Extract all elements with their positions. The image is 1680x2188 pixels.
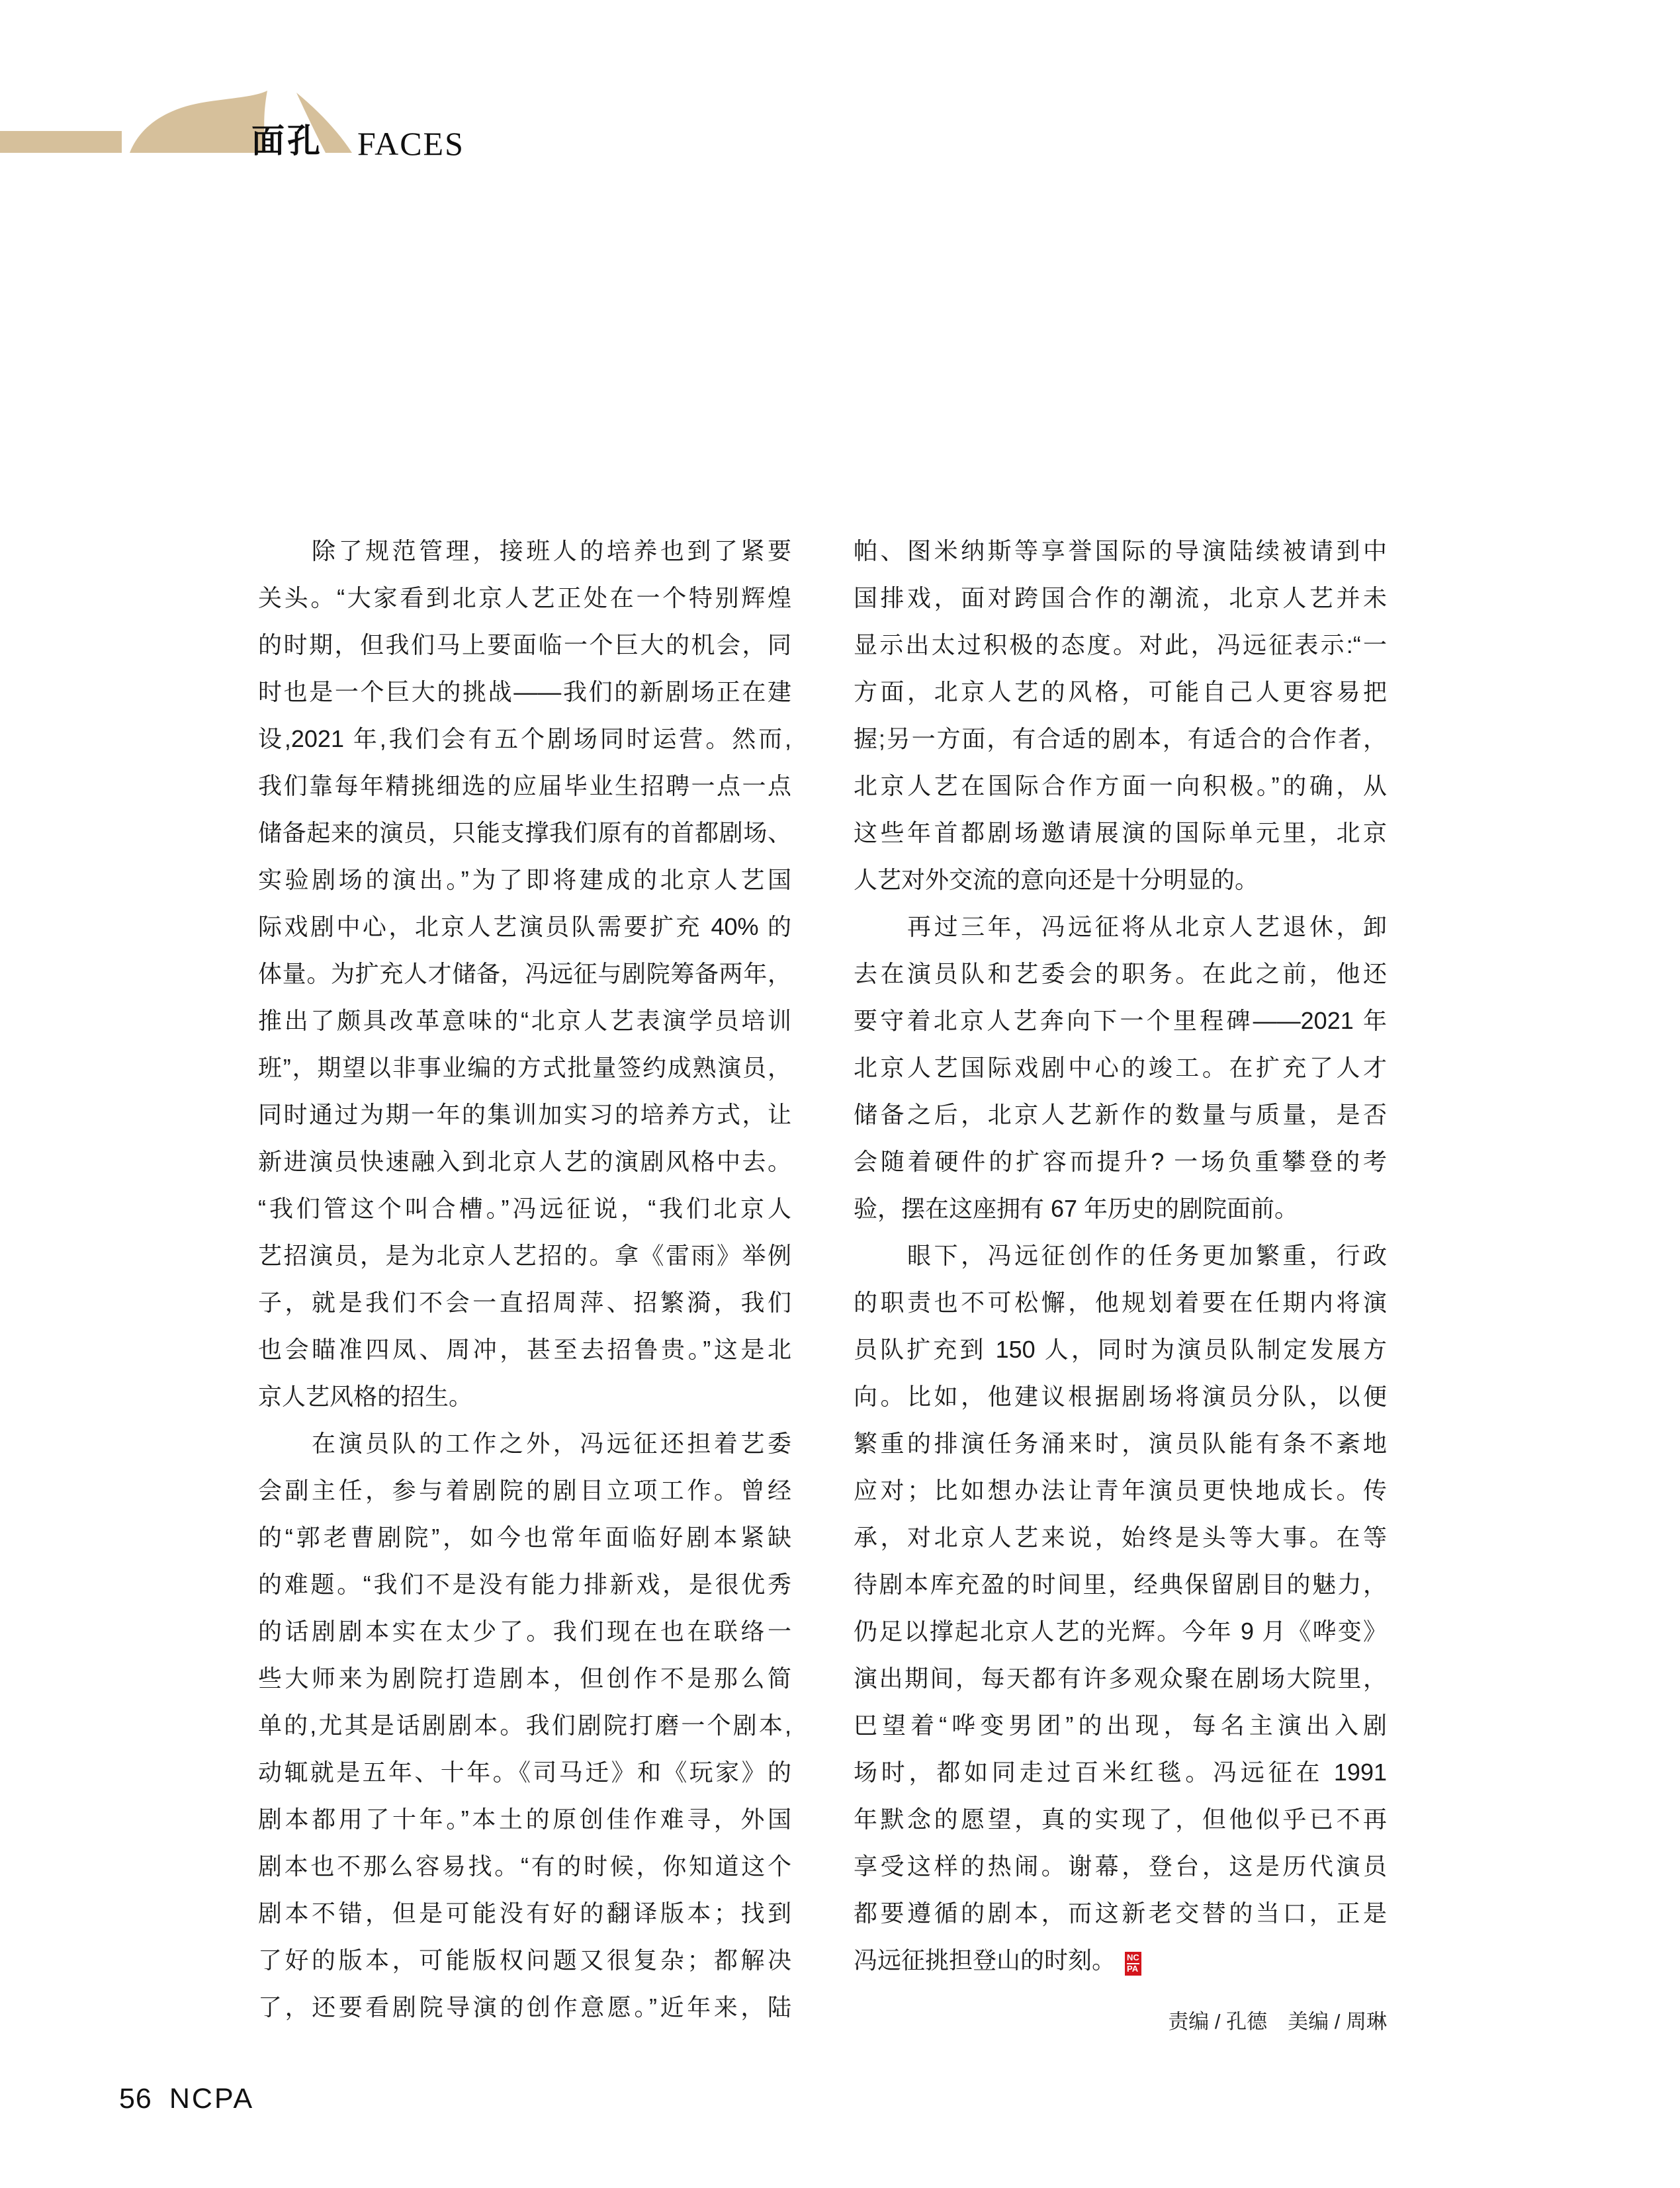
text-line: 同时通过为期一年的集训加实习的培养方式，让: [258, 1101, 791, 1128]
text-line: 承，对北京人艺来说，始终是头等大事。在等: [854, 1524, 1387, 1551]
text-line: 显示出太过积极的态度。对此，冯远征表示:“一: [854, 631, 1387, 658]
text-line: 班”，期望以非事业编的方式批量签约成熟演员，: [258, 1054, 791, 1081]
text-line: 时也是一个巨大的挑战——我们的新剧场正在建: [258, 678, 791, 705]
text-line: 待剧本库充盈的时间里，经典保留剧目的魅力，: [854, 1571, 1387, 1598]
text-line: 年默念的愿望，真的实现了，但他似乎已不再: [854, 1806, 1387, 1833]
text-line: 演出期间，每天都有许多观众聚在剧场大院里，: [854, 1665, 1387, 1692]
journal-brand: NCPA: [169, 2083, 255, 2115]
text-line: 的时期，但我们马上要面临一个巨大的机会，同: [258, 631, 791, 658]
text-line: 握;另一方面，有合适的剧本，有适合的合作者，: [854, 725, 1387, 752]
text-line: “我们管这个叫合槽。”冯远征说，“我们北京人: [258, 1195, 791, 1222]
text-line: 设,2021 年,我们会有五个剧场同时运营。然而,: [258, 725, 791, 752]
article-column-right: [854, 527, 1387, 1984]
ncpa-end-mark: [1125, 1952, 1141, 1976]
text-line: 繁重的排演任务涌来时，演员队能有条不紊地: [854, 1430, 1387, 1457]
text-line: 在演员队的工作之外，冯远征还担着艺委: [258, 1430, 791, 1457]
ncpa-end-mark-top: NC: [1127, 1953, 1139, 1964]
text-line: 北京人艺在国际合作方面一向积极。”的确，从: [854, 772, 1387, 799]
text-line: 会随着硬件的扩容而提升? 一场负重攀登的考: [854, 1148, 1387, 1175]
page-number: 56: [119, 2083, 152, 2115]
text-line: 艺招演员，是为北京人艺招的。拿《雷雨》举例: [258, 1242, 791, 1269]
text-line: 储备之后，北京人艺新作的数量与质量，是否: [854, 1101, 1387, 1128]
text-line: 子，就是我们不会一直招周萍、招繁漪，我们: [258, 1289, 791, 1316]
text-line: 去在演员队和艺委会的职务。在此之前，他还: [854, 960, 1387, 987]
text-line: 方面，北京人艺的风格，可能自己人更容易把: [854, 678, 1387, 705]
text-line: 的“郭老曹剧院”，如今也常年面临好剧本紧缺: [258, 1524, 791, 1551]
text-line: 场时，都如同走过百米红毯。冯远征在 1991: [854, 1759, 1387, 1786]
text-line: 帕、图米纳斯等享誉国际的导演陆续被请到中: [854, 537, 1387, 564]
text-line: 享受这样的热闹。谢幕，登台，这是历代演员: [854, 1853, 1387, 1880]
section-title-chinese: 面孔: [251, 122, 323, 159]
text-line: 人艺对外交流的意向还是十分明显的。: [854, 866, 1259, 893]
text-line: 京人艺风格的招生。: [258, 1383, 473, 1410]
ncpa-end-mark-bottom: PA: [1127, 1964, 1139, 1974]
text-line: 剧本也不那么容易找。“有的时候，你知道这个: [258, 1853, 791, 1880]
text-line: 际戏剧中心，北京人艺演员队需要扩充 40% 的: [258, 913, 791, 940]
text-line: 了，还要看剧院导演的创作意愿。”近年来，陆: [258, 1993, 791, 2021]
article-column-left: [258, 527, 791, 2031]
page-footer: [119, 2083, 254, 2115]
text-line: 员队扩充到 150 人，同时为演员队制定发展方: [854, 1336, 1387, 1363]
text-line: 实验剧场的演出。”为了即将建成的北京人艺国: [258, 866, 791, 893]
text-line: 些大师来为剧院打造剧本，但创作不是那么简: [258, 1665, 791, 1692]
text-line: 剧本都用了十年。”本土的原创佳作难寻，外国: [258, 1806, 791, 1833]
header-leaf-shape: [130, 91, 267, 153]
text-line: 关头。“大家看到北京人艺正处在一个特别辉煌: [258, 584, 791, 611]
header-bar-shape: [0, 131, 122, 153]
text-line: 国排戏，面对跨国合作的潮流，北京人艺并未: [854, 584, 1387, 611]
editor-credit: 责编 / 孔德 美编 / 周琳: [1168, 2010, 1387, 2033]
text-line: 要守着北京人艺奔向下一个里程碑——2021 年: [854, 1007, 1387, 1034]
text-line: 巴望着“哗变男团”的出现，每名主演出入剧: [854, 1712, 1387, 1739]
section-title-english: FACES: [357, 125, 464, 162]
text-line: 的难题。“我们不是没有能力排新戏，是很优秀: [258, 1571, 791, 1598]
text-line: 这些年首都剧场邀请展演的国际单元里，北京: [854, 819, 1387, 846]
text-line: 的职责也不可松懈，他规划着要在任期内将演: [854, 1289, 1387, 1316]
text-line: 冯远征挑担登山的时刻。 $\frac{NC}{PA}$: [854, 1937, 1387, 1984]
text-line: 我们靠每年精挑细选的应届毕业生招聘一点一点: [258, 772, 791, 799]
text-line: 推出了颇具改革意味的“北京人艺表演学员培训: [258, 1007, 791, 1034]
text-line: 眼下，冯远征创作的任务更加繁重，行政: [854, 1242, 1387, 1269]
text-line: 储备起来的演员，只能支撑我们原有的首都剧场、: [258, 819, 791, 846]
text-line: 都要遵循的剧本，而这新老交替的当口，正是: [854, 1900, 1387, 1927]
text-line: 再过三年，冯远征将从北京人艺退休，卸: [854, 913, 1387, 940]
text-line: 除了规范管理，接班人的培养也到了紧要: [258, 537, 791, 564]
text-line: 仍足以撑起北京人艺的光辉。今年 9 月《哗变》: [854, 1618, 1387, 1645]
text-line: 应对；比如想办法让青年演员更快地成长。传: [854, 1477, 1387, 1504]
text-line: 新进演员快速融入到北京人艺的演剧风格中去。: [258, 1148, 791, 1175]
text-line: 验，摆在这座拥有 67 年历史的剧院面前。: [854, 1195, 1299, 1222]
text-line: 向。比如，他建议根据剧场将演员分队，以便: [854, 1383, 1387, 1410]
text-line: 会副主任，参与着剧院的剧目立项工作。曾经: [258, 1477, 791, 1504]
text-line: 体量。为扩充人才储备，冯远征与剧院筹备两年，: [258, 960, 791, 987]
text-line: 剧本不错，但是可能没有好的翻译版本；找到: [258, 1900, 791, 1927]
text-line: 动辄就是五年、十年。《司马迁》和《玩家》的: [258, 1759, 791, 1786]
text-line: 北京人艺国际戏剧中心的竣工。在扩充了人才: [854, 1054, 1387, 1081]
text-line: 了好的版本，可能版权问题又很复杂；都解决: [258, 1947, 791, 1974]
text-line: 的话剧剧本实在太少了。我们现在也在联络一: [258, 1618, 791, 1645]
text-line: 也会瞄准四凤、周冲，甚至去招鲁贵。”这是北: [258, 1336, 791, 1363]
text-line: 单的,尤其是话剧剧本。我们剧院打磨一个剧本,: [258, 1712, 791, 1739]
